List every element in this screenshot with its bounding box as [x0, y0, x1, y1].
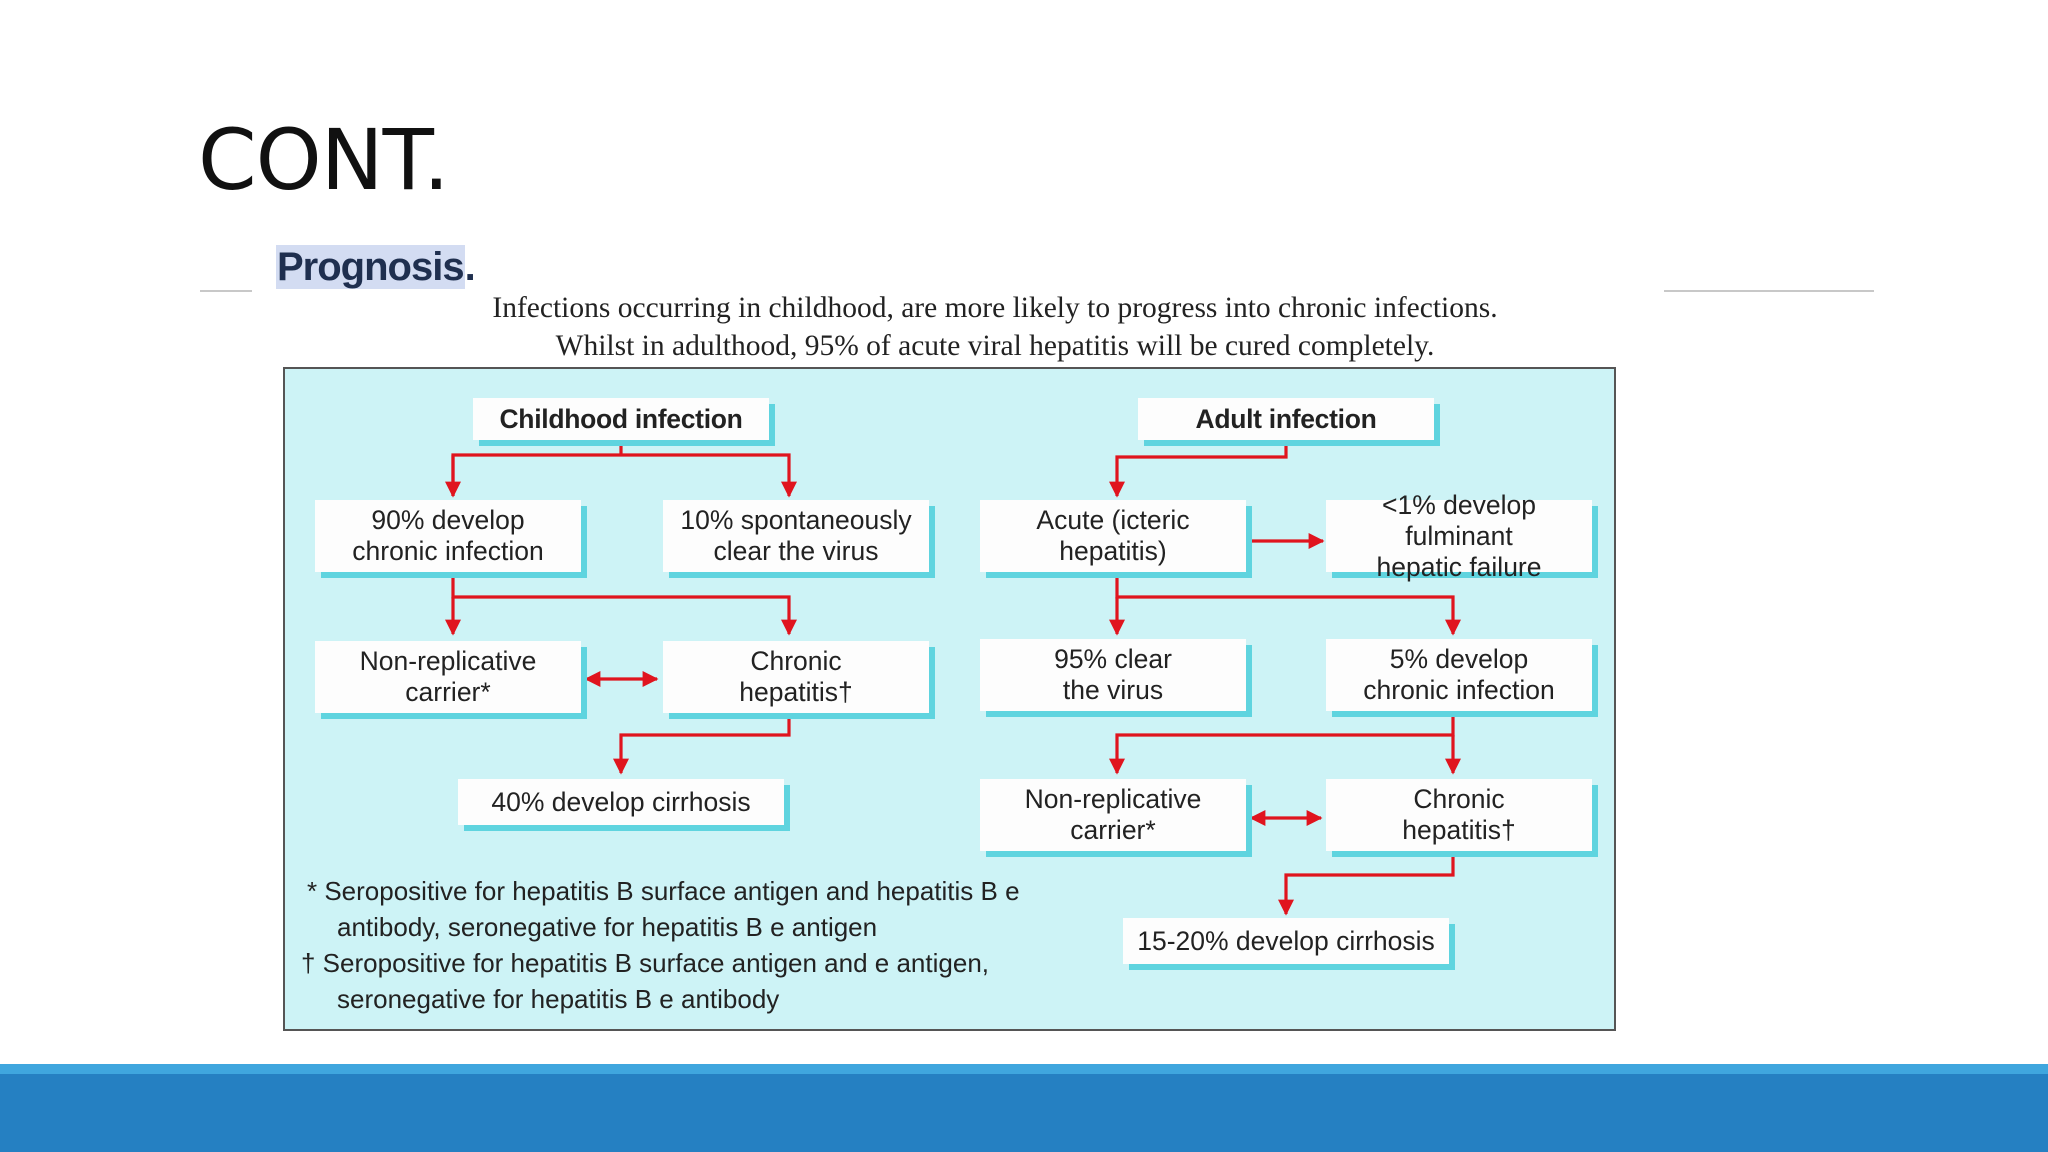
arrow-develop-chronic-split [1117, 712, 1453, 773]
footnote-dagger-line-2: seronegative for hepatitis B e antibody [337, 984, 780, 1014]
intro-line-1: Infections occurring in childhood, are more likely to progress into chronic infections. [492, 292, 1498, 324]
fulminant-failure-box: <1% develop fulminant hepatic failure [1326, 500, 1592, 572]
cirrhosis-adult-box: 15-20% develop cirrhosis [1123, 918, 1449, 964]
arrow-childhood-split [453, 440, 789, 496]
carrier-box: Non-replicative carrier* [315, 641, 581, 713]
develop-chronic-box: 90% develop chronic infection [315, 500, 581, 572]
intro-line-2: Whilst in adulthood, 95% of acute viral hepatitis will be cured completely. [555, 330, 1435, 362]
arrow-chronic-split [453, 572, 789, 634]
acute-hepatitis-box: Acute (icteric hepatitis) [980, 500, 1246, 572]
clear-virus-box: 95% clear the virus [980, 639, 1246, 711]
prognosis-flowchart [283, 367, 1616, 1031]
arrow-to-cirrhosis-adult [1286, 853, 1453, 914]
childhood-infection-box: Childhood infection [473, 398, 769, 440]
cirrhosis-box: 40% develop cirrhosis [458, 779, 784, 825]
arrow-adult-header [1117, 440, 1286, 496]
carrier-adult-box: Non-replicative carrier* [980, 779, 1246, 851]
adult-infection-box: Adult infection [1138, 398, 1434, 440]
spontaneous-clear-box: 10% spontaneously clear the virus [663, 500, 929, 572]
footnote-dagger-line-1: † Seropositive for hepatitis B surface antigen and e antigen, [301, 948, 989, 978]
footer-band [0, 1064, 2048, 1152]
chronic-hepatitis-box: Chronic hepatitis† [663, 641, 929, 713]
slide-title: CONT. [198, 111, 449, 209]
divider-left [200, 290, 252, 292]
arrow-to-cirrhosis-child [621, 714, 789, 773]
footnote-asterisk-line-2: antibody, seronegative for hepatitis B e antigen [337, 912, 878, 942]
chronic-hepatitis-adult-box: Chronic hepatitis† [1326, 779, 1592, 851]
section-heading [276, 245, 475, 289]
footer-band-strip [0, 1064, 2048, 1074]
develop-chronic-adult-box: 5% develop chronic infection [1326, 639, 1592, 711]
section-heading-text: Prognosis [277, 245, 464, 289]
footnote-asterisk-line-1: * Seropositive for hepatitis B surface antigen and hepatitis B e [307, 876, 1020, 906]
section-heading-punct: . [464, 245, 475, 289]
